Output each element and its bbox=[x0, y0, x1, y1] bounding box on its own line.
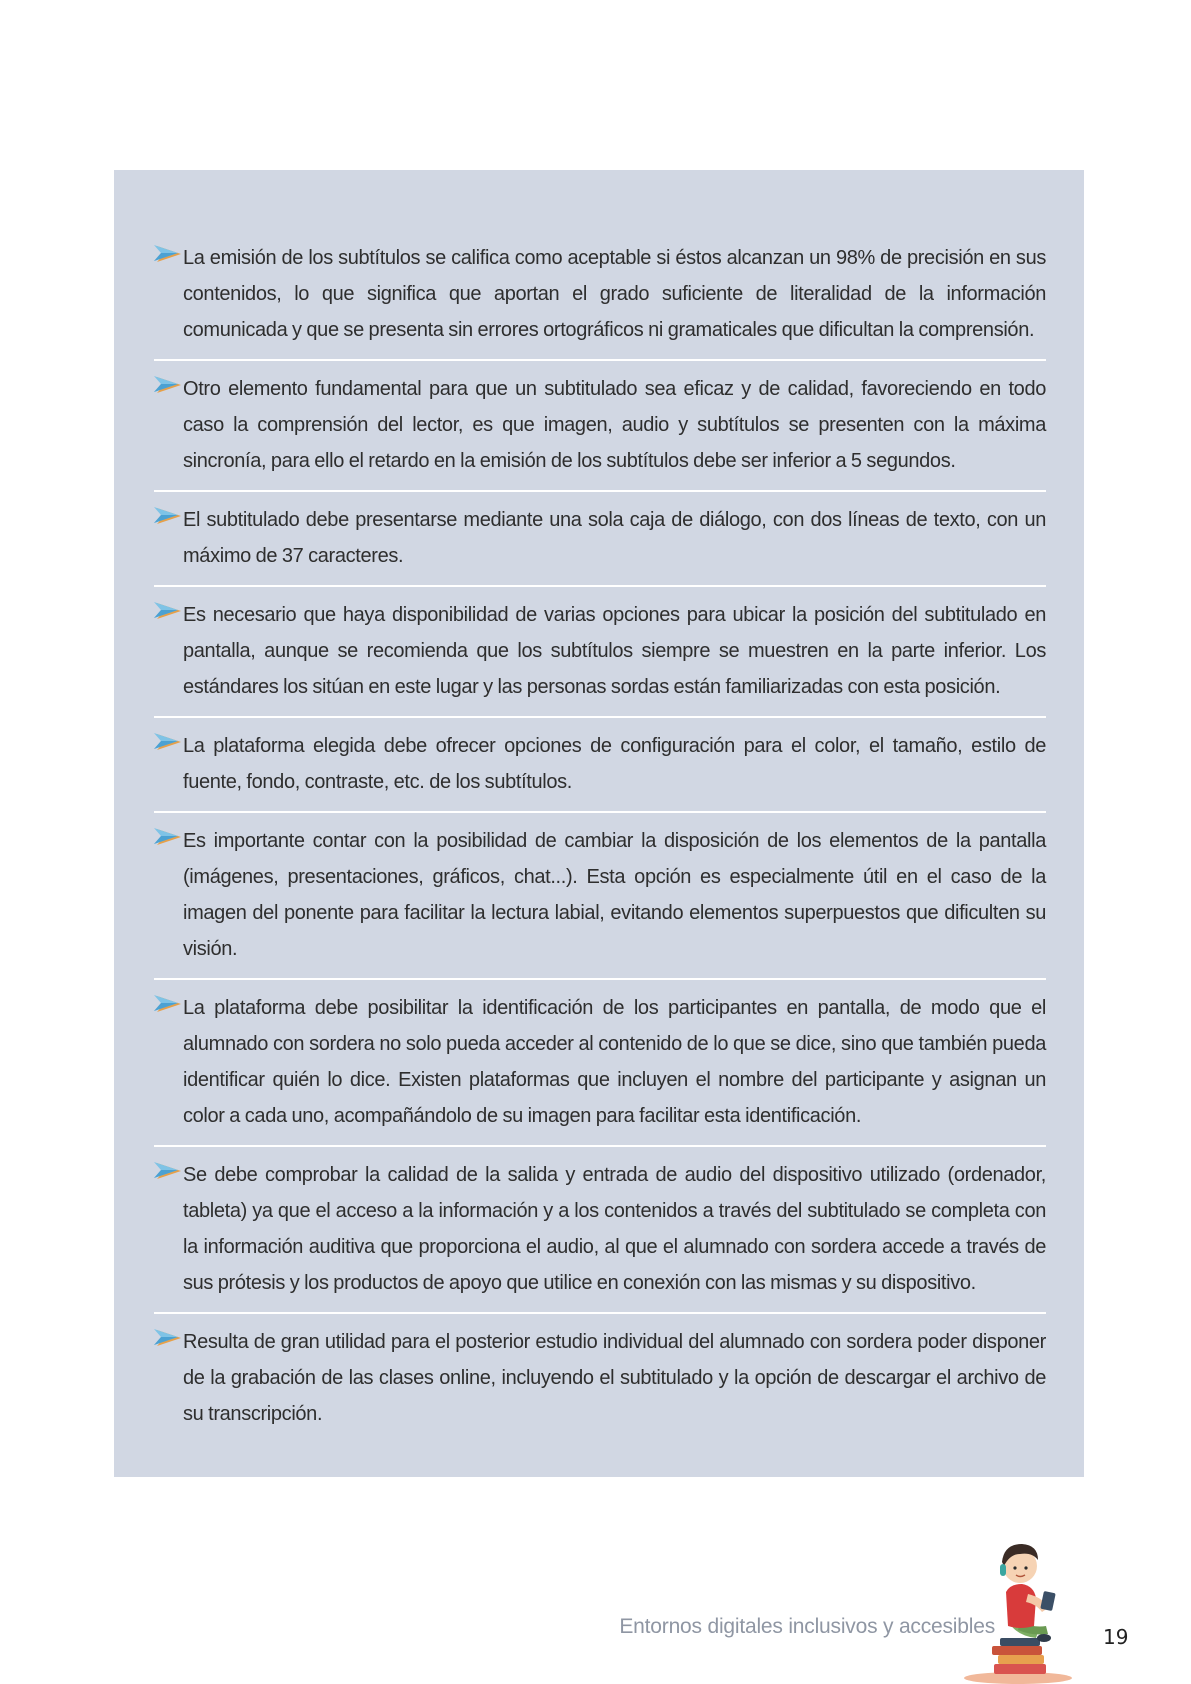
arrow-bullet-icon bbox=[154, 244, 182, 264]
list-item-text: La plataforma debe posibilitar la identificación de los participantes en pantalla, de modo que el alumnado con sordera no solo pueda acceder al contenido de lo que se dice, sino que también pueda identificar quién lo dice. Existen plataformas que incluyen el nombre del participante y asignan un color a cada uno, acompañándolo de su imagen para facilitar esta identificación. bbox=[183, 997, 1046, 1127]
list-item bbox=[154, 1314, 1046, 1443]
list-item-text: La emisión de los subtítulos se califica como aceptable si éstos alcanzan un 98% de precisión en sus contenidos, lo que significa que aportan el grado suficiente de literalidad de la información comunicada y que se presenta sin errores ortográficos ni gramaticales que dificultan la comprensión. bbox=[183, 247, 1046, 341]
arrow-bullet-icon bbox=[154, 827, 182, 847]
list-item bbox=[154, 587, 1046, 718]
list-item-text: El subtitulado debe presentarse mediante una sola caja de diálogo, con dos líneas de texto, con un máximo de 37 caracteres. bbox=[183, 509, 1046, 567]
list-item-text: La plataforma elegida debe ofrecer opciones de configuración para el color, el tamaño, estilo de fuente, fondo, contraste, etc. de los subtítulos. bbox=[183, 735, 1046, 793]
bullet-list bbox=[154, 240, 1046, 1443]
list-item bbox=[154, 1147, 1046, 1314]
arrow-bullet-icon bbox=[154, 506, 182, 526]
list-item-text: Se debe comprobar la calidad de la salida y entrada de audio del dispositivo utilizado (ordenador, tableta) ya que el acceso a la información y a los contenidos a través del subtitulado se completa con la información auditiva que proporciona el audio, al que el alumnado con sordera accede a través de sus prótesis y los productos de apoyo que utilice en conexión con las mismas y su dispositivo. bbox=[183, 1164, 1046, 1294]
content-box bbox=[114, 170, 1084, 1477]
list-item bbox=[154, 718, 1046, 813]
list-item bbox=[154, 980, 1046, 1147]
arrow-bullet-icon bbox=[154, 375, 182, 395]
list-item-text: Otro elemento fundamental para que un subtitulado sea eficaz y de calidad, favoreciendo en todo caso la comprensión del lector, es que imagen, audio y subtítulos se presenten con la máxima sincronía, para ello el retardo en la emisión de los subtítulos debe ser inferior a 5 segundos. bbox=[183, 378, 1046, 472]
list-item bbox=[154, 361, 1046, 492]
arrow-bullet-icon bbox=[154, 994, 182, 1014]
arrow-bullet-icon bbox=[154, 601, 182, 621]
list-item bbox=[154, 813, 1046, 980]
arrow-bullet-icon bbox=[154, 732, 182, 752]
list-item bbox=[154, 492, 1046, 587]
list-item-text: Resulta de gran utilidad para el posterior estudio individual del alumnado con sordera poder disponer de la grabación de las clases online, incluyendo el subtitulado y la opción de descargar el archivo de su transcripción. bbox=[183, 1331, 1046, 1425]
list-item bbox=[154, 240, 1046, 361]
page-number: 19 bbox=[1103, 1625, 1129, 1649]
footer-title: Entornos digitales inclusivos y accesibles bbox=[619, 1615, 995, 1638]
arrow-bullet-icon bbox=[154, 1328, 182, 1348]
list-item-text: Es necesario que haya disponibilidad de varias opciones para ubicar la posición del subtitulado en pantalla, aunque se recomienda que los subtítulos siempre se muestren en la parte inferior. Los estándares los sitúan en este lugar y las personas sordas están familiarizadas con esta posición. bbox=[183, 604, 1046, 698]
arrow-bullet-icon bbox=[154, 1161, 182, 1181]
reading-boy-illustration bbox=[958, 1528, 1088, 1684]
list-item-text: Es importante contar con la posibilidad de cambiar la disposición de los elementos de la pantalla (imágenes, presentaciones, gráficos, chat...). Esta opción es especialmente útil en el caso de la imagen del ponente para facilitar la lectura labial, evitando elementos superpuestos que dificulten su visión. bbox=[183, 830, 1046, 960]
